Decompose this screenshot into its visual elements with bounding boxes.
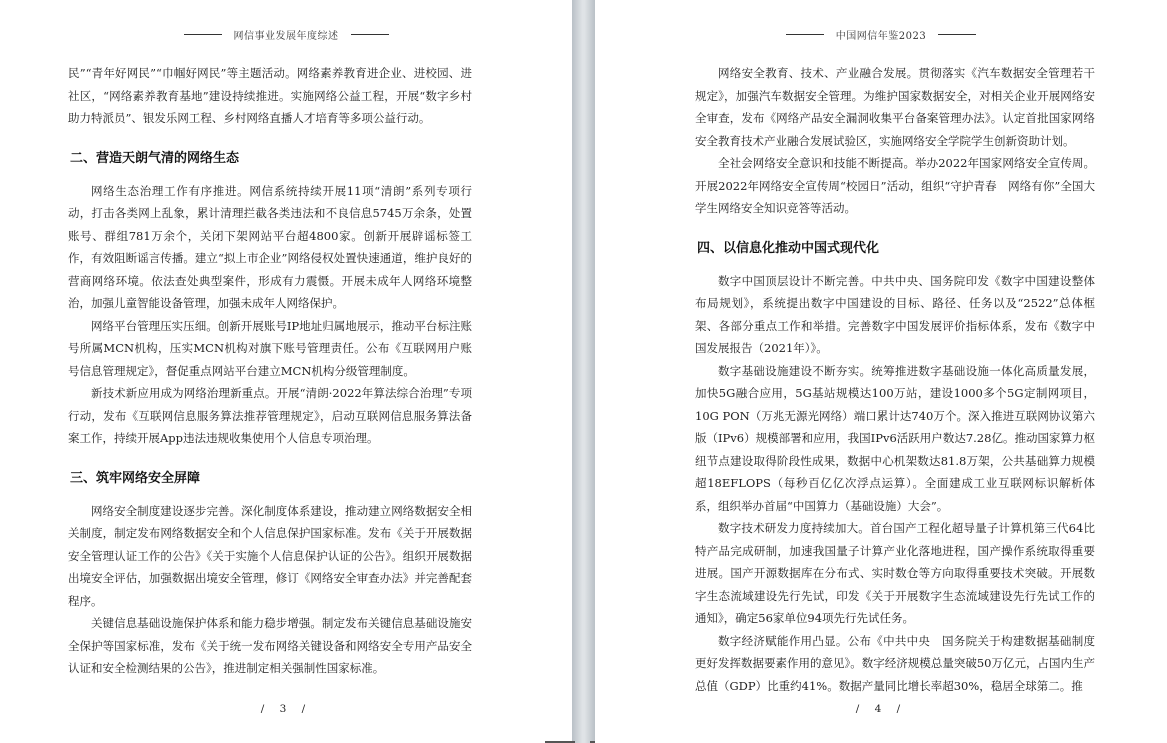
- section-heading: 四、以信息化推动中国式现代化: [697, 240, 880, 256]
- section-heading: 三、筑牢网络安全屏障: [70, 470, 201, 486]
- page-number: / 3 /: [260, 703, 312, 715]
- right-page: [595, 0, 1167, 743]
- paragraph: 网络平台管理压实压细。创新开展账号IP地址归属地展示，推动平台标注账号所属MCN机构，压实MCN机构对旗下账号管理责任。公布《互联网用户账号信息管理规定》，督促重点网站平台建立MCN机构分级管理制度。: [68, 318, 472, 378]
- running-head-rule-right: [938, 34, 976, 35]
- paragraph: 新技术新应用成为网络治理新重点。开展“清朗·2022年算法综合治理”专项行动，发布《互联网信息服务算法推荐管理规定》，启动互联网信息服务算法备案工作，持续开展App违法违规收集使用个人信息专项治理。: [68, 386, 472, 445]
- paragraph: 数字中国顶层设计不断完善。中共中央、国务院印发《数字中国建设整体布局规划》，系统提出数字中国建设的目标、路径、任务以及“2522”总体框架、各部分重点工作和举措。完善数字中国发展评价指标体系，发布《数字中国发展报告（2021年）》。: [695, 273, 1095, 355]
- running-head-title: 网信事业发展年度综述: [233, 30, 339, 42]
- paragraph: 关键信息基础设施保护体系和能力稳步增强。制定发布关键信息基础设施安全保护等国家标准，发布《关于统一发布网络关键设备和网络安全专用产品安全认证和安全检测结果的公告》，推进制定相关强制性国家标准。: [68, 616, 472, 675]
- paragraph: 网络安全制度建设逐步完善。深化制度体系建设，推动建立网络数据安全相关制度，制定发布网络数据安全和个人信息保护国家标准。发布《关于开展数据安全管理认证工作的公告》《关于实施个人信息保护认证的公告》。组织开展数据出境安全评估，加强数据出境安全管理，修订《网络安全审查办法》并完善配套程序。: [68, 503, 472, 608]
- page-gutter: [572, 0, 595, 743]
- running-head: [595, 27, 1167, 41]
- paragraph: 民”“青年好网民”“巾帼好网民”等主题活动。网络素养教育进企业、进校园、进社区，“网络素养教育基地”建设持续推进。实施网络公益工程，开展“数字乡村助力特派员”、银发乐网工程、乡村网络直播人才培育等多项公益行动。: [68, 66, 472, 125]
- paragraph: 数字经济赋能作用凸显。公布《中共中央 国务院关于构建数据基础制度更好发挥数据要素作用的意见》。数字经济规模总量突破50万亿元，占国内生产总值（GDP）比重约41%。数据产量同比增长率超30%，稳居全球第二。推: [695, 633, 1095, 693]
- running-head-title: 中国网信年鉴2023: [835, 30, 927, 42]
- page-number: / 4 /: [855, 703, 907, 715]
- page-body: [68, 62, 472, 680]
- paragraph: 网络安全教育、技术、产业融合发展。贯彻落实《汽车数据安全管理若干规定》，加强汽车数据安全管理。为维护国家数据安全，对相关企业开展网络安全审查，发布《网络产品安全漏洞收集平台备案管理办法》。认定首批国家网络安全教育技术产业融合发展试验区，实施网络安全学院学生创新资助计划。: [695, 66, 1095, 148]
- running-head-rule-left: [184, 34, 222, 35]
- page-body: [695, 62, 1095, 697]
- paragraph: 数字基础设施建设不断夯实。统筹推进数字基础设施一体化高质量发展，加快5G融合应用，5G基站规模达100万站，建设1000多个5G定制网项目，10G PON（万兆无源光网络）端口累计达740万个。深入推进互联网协议第六版（IPv6）规模部署和应用，我国IPv6活跃用户数达7.28亿。推动国家算力枢纽节点建设取得阶段性成果，数据中心机架数达81.8万架，公共基础算力规模超18EFLOPS（每秒百亿亿次浮点运算）。全面建成工业互联网标识解析体系，组织举办首届“中国算力（基础设施）大会”。: [695, 363, 1095, 513]
- paragraph: 网络生态治理工作有序推进。网信系统持续开展11项“清朗”系列专项行动，打击各类网上乱象，累计清理拦截各类违法和不良信息5745万余条，处置账号、群组781万余个，关闭下架网站平台超4800家。创新开展辟谣标签工作，有效阻断谣言传播。建立“拟上市企业”网络侵权处置快速通道，维护良好的营商网络环境。依法查处典型案件，形成有力震慑。开展未成年人网络环境整治，加强儿童智能设备管理，加强未成年人网络保护。: [68, 183, 472, 310]
- running-head: [0, 27, 572, 41]
- paragraph: 数字技术研发力度持续加大。首台国产工程化超导量子计算机第三代64比特产品完成研制，加速我国量子计算产业化落地进程，国产操作系统取得重要进展。国产开源数据库在分布式、实时数仓等方向取得重要技术突破。开展数字生态流域建设先行先试，印发《关于开展数字生态流域建设先行先试工作的通知》，确定56家单位94项先行先试任务。: [695, 521, 1095, 625]
- paragraph: 全社会网络安全意识和技能不断提高。举办2022年国家网络安全宣传周。开展2022年网络安全宣传周“校园日”活动，组织“守护青春 网络有你”全国大学生网络安全知识竞答等活动。: [695, 156, 1095, 215]
- section-heading: 二、营造天朗气清的网络生态: [70, 150, 240, 166]
- left-page: [0, 0, 572, 743]
- running-head-rule-left: [786, 34, 824, 35]
- running-head-rule-right: [351, 34, 389, 35]
